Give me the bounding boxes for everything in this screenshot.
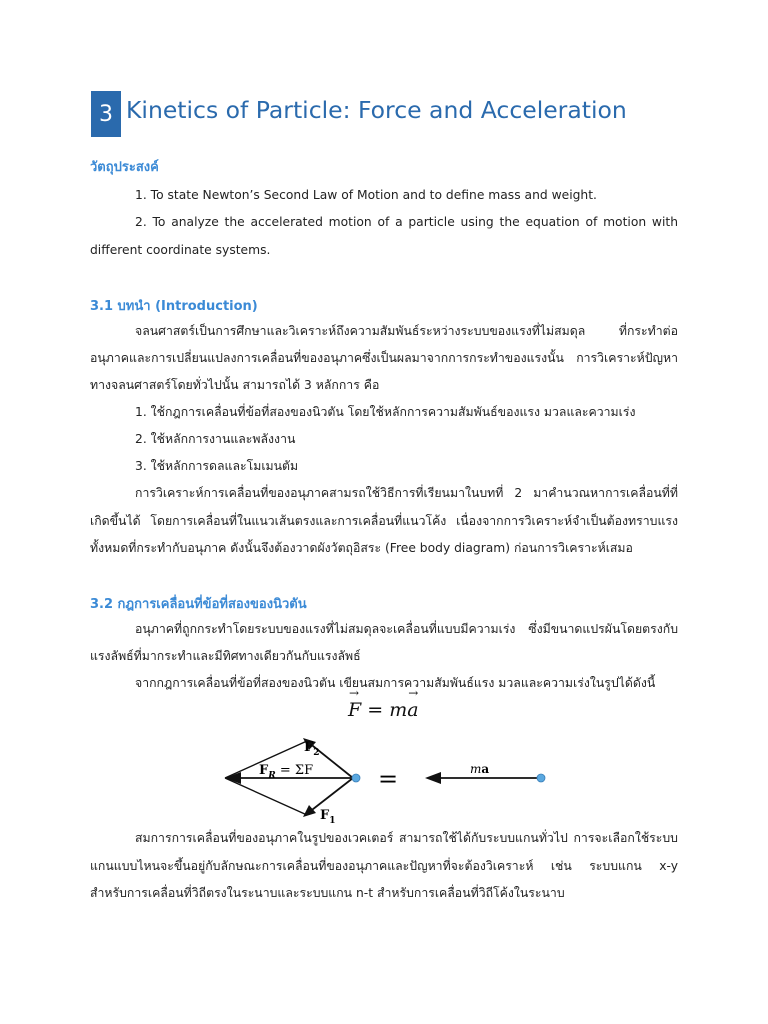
section-3-2-para-3-line-1: สมการการเคลื่อนที่ของอนุภาคในรูปของเวคเตอร์ สามารถใช้ได้กับระบบแกนทั่วไป การจะเลือกใช้ระบบ	[135, 831, 678, 845]
section-3-1-para-1-line-2: อนุภาคและการเปลี่ยนแปลงการเคลื่อนที่ของอนุภาคซึ่งเป็นผลมาจากการกระทำของแรงนั้น การวิเคราะห์ปัญหา	[90, 351, 678, 365]
objective-item-2-line-1: 2. To analyze the accelerated motion of a particle using the equation of motion with	[135, 215, 678, 229]
section-3-1-para-2-line-1: การวิเคราะห์การเคลื่อนที่ของอนุภาคสามรถใช้วิธีการที่เรียนมาในบทที่ 2 มาคำนวณหาการเคลื่อนที่ที่	[135, 486, 678, 500]
section-3-1-list-item-1: 1. ใช้กฎการเคลื่อนที่ข้อที่สองของนิวตัน โดยใช้หลักการความสัมพันธ์ของแรง มวลและความเร่ง	[135, 405, 636, 419]
f2-label	[304, 740, 320, 758]
f1-subscript: 1	[329, 816, 336, 826]
force-f1-line	[308, 778, 353, 813]
objective-item-2-line-2: different coordinate systems.	[90, 243, 271, 257]
fr-letter: F	[259, 763, 269, 778]
f2-letter: F	[304, 740, 314, 755]
objective-item-1: 1. To state Newton’s Second Law of Motion and to define mass and weight.	[135, 188, 597, 202]
parallelogram-bottom-edge	[225, 778, 307, 815]
force-vector-symbol: → F	[348, 699, 361, 721]
f1-label	[320, 808, 336, 826]
force-f1-arrowhead	[303, 805, 316, 817]
chapter-number-badge	[91, 91, 121, 137]
section-3-1-list-item-2: 2. ใช้หลักการงานและพลังงาน	[135, 432, 296, 446]
mass-symbol: m	[389, 699, 408, 721]
chapter-number: 3	[99, 101, 113, 127]
chapter-title: Kinetics of Particle: Force and Acceleration	[126, 96, 627, 124]
ma-vector-arrowhead	[425, 772, 441, 784]
diagram-equals-sign: =	[378, 765, 399, 793]
section-3-1-para-1-line-1: จลนศาสตร์เป็นการศึกษาและวิเคราะห์ถึงความสัมพันธ์ระหว่างระบบของแรงที่ไม่สมดุล ที่กระทำต่อ	[135, 324, 678, 338]
section-3-2-heading: 3.2 กฎการเคลื่อนที่ข้อที่สองของนิวตัน	[90, 597, 307, 612]
section-3-1-para-1-line-3: ทางจลนศาสตร์โดยทั่วไปนั้น สามารถได้ 3 หลักการ คือ	[90, 378, 380, 392]
particle-left-icon	[352, 774, 360, 782]
objectives-heading: วัตถุประสงค์	[90, 160, 159, 175]
section-3-1-list-item-3: 3. ใช้หลักการดลและโมเมนตัม	[135, 459, 299, 473]
section-3-2-para-1-line-2: แรงลัพธ์ที่มากระทำและมีทิศทางเดียวกันกับแรงลัพธ์	[90, 649, 361, 663]
f2-subscript: 2	[313, 748, 320, 758]
section-3-1-para-2-line-2: เกิดขึ้นได้ โดยการเคลื่อนที่ในแนวเส้นตรงและการเคลื่อนที่แนวโค้ง เนื่องจากการวิเคราะห์จำเป็นต้องทราบแรง	[90, 514, 678, 528]
particle-right-icon	[537, 774, 545, 782]
f1-letter: F	[320, 808, 330, 823]
section-3-2-para-3-line-2: แกนแบบไหนจะขึ้นอยู่กับลักษณะการเคลื่อนที่ของอนุภาคและปัญหาที่จะต้องวิเคราะห์ เช่น ระบบแกน x-y	[90, 859, 678, 873]
ma-label	[470, 762, 489, 776]
section-3-1-heading: 3.1 บทนำ (Introduction)	[90, 299, 258, 314]
fr-sum-expression: = ΣF	[275, 763, 314, 778]
acceleration-vector-symbol: → a	[407, 699, 418, 721]
section-3-2-para-1-line-1: อนุภาคที่ถูกกระทำโดยระบบของแรงที่ไม่สมดุลจะเคลื่อนที่แบบมีความเร่ง ซึ่งมีขนาดแปรผันโดยตรงกับ	[135, 622, 678, 636]
section-3-2-para-3-line-3: สำหรับการเคลื่อนที่วิถีตรงในระนาบและระบบแกน n-t สำหรับการเคลื่อนที่วิถีโค้งในระนาบ	[90, 886, 565, 900]
ma-mass: m	[470, 762, 482, 776]
free-body-kinetic-diagram	[215, 732, 555, 827]
ma-accel: a	[481, 762, 490, 776]
section-3-2-para-2-line-1: จากกฎการเคลื่อนที่ข้อที่สองของนิวตัน เขียนสมการความสัมพันธ์แรง มวลและความเร่งในรูปได้ดังนี้	[135, 676, 656, 690]
fr-subscript: R	[268, 771, 276, 781]
equation-equals: =	[367, 699, 384, 721]
newton-second-law-equation	[348, 699, 419, 721]
section-3-1-para-2-line-3: ทั้งหมดที่กระทำกับอนุภาค ดังนั้นจึงต้องวาดผังวัตถุอิสระ (Free body diagram) ก่อนการวิเคราะห์เสมอ	[90, 541, 633, 555]
